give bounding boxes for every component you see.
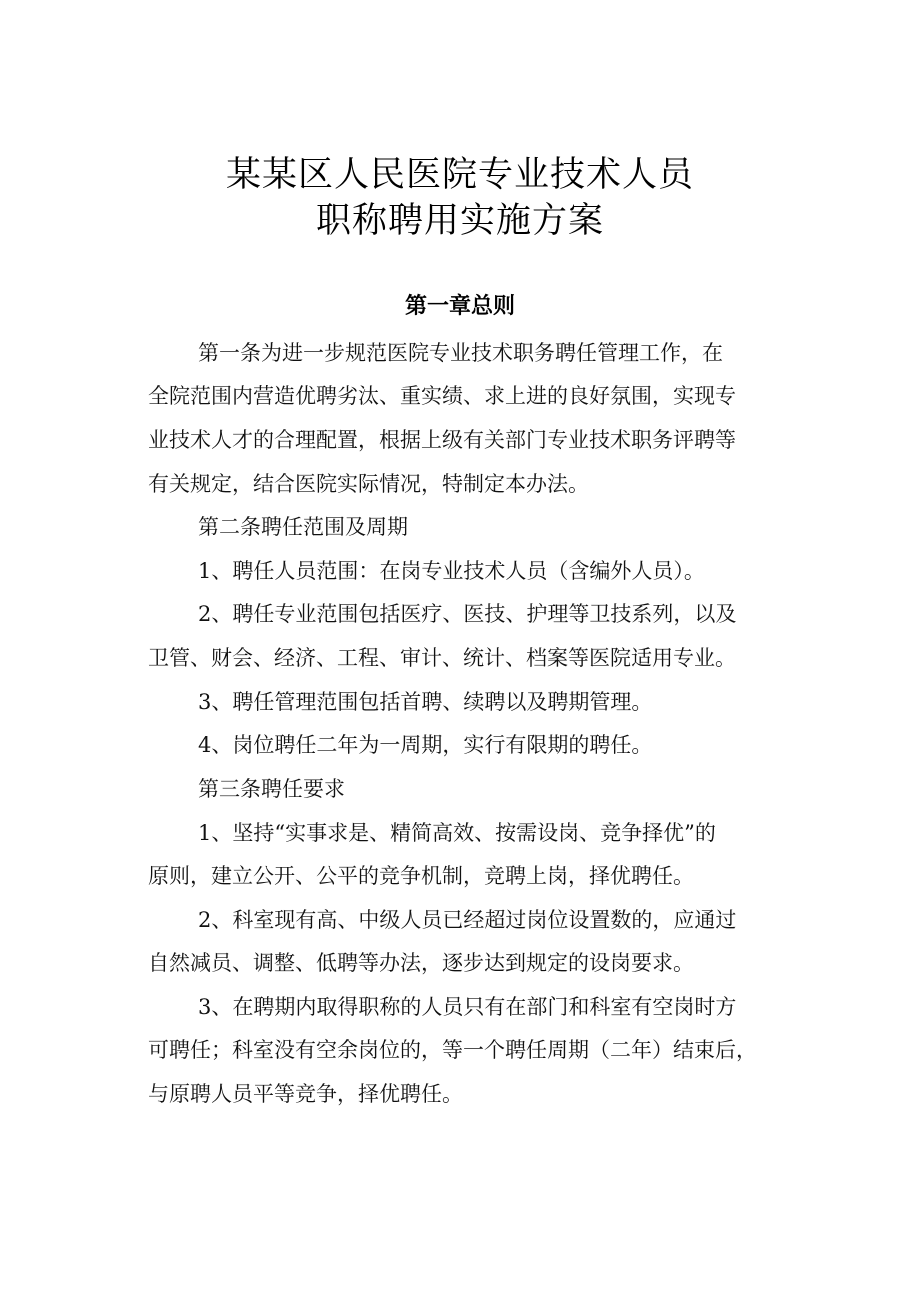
article-2-item-1: 1、聘任人员范围：在岗专业技术人员（含编外人员）。 xyxy=(198,559,705,583)
article-2-item-4: 4、岗位聘任二年为一周期，实行有限期的聘任。 xyxy=(198,733,653,757)
document-title-line-1: 某某区人民医院专业技术人员 xyxy=(225,155,694,195)
chapter-heading: 第一章总则 xyxy=(404,294,515,319)
article-1-line-1: 第一条为进一步规范医院专业技术职务聘任管理工作，在 xyxy=(198,341,723,365)
article-2-item-2-line-1: 2、聘任专业范围包括医疗、医技、护理等卫技系列，以及 xyxy=(198,602,737,626)
document-title-line-2: 职称聘用实施方案 xyxy=(315,201,604,241)
article-2-item-2-line-2: 卫管、财会、经济、工程、审计、统计、档案等医院适用专业。 xyxy=(148,646,736,670)
article-3-heading: 第三条聘任要求 xyxy=(198,777,345,801)
article-1-line-2: 全院范围内营造优聘劣汰、重实绩、求上进的良好氛围，实现专 xyxy=(148,384,736,408)
article-1-line-4: 有关规定，结合医院实际情况，特制定本办法。 xyxy=(148,472,589,496)
article-3-item-2-line-2: 自然减员、调整、低聘等办法，逐步达到规定的设岗要求。 xyxy=(148,951,694,975)
article-3-item-2-line-1: 2、科室现有高、中级人员已经超过岗位设置数的，应通过 xyxy=(198,908,737,932)
article-3-item-3-line-1: 3、在聘期内取得职称的人员只有在部门和科室有空岗时方 xyxy=(198,995,737,1019)
article-1-line-3: 业技术人才的合理配置，根据上级有关部门专业技术职务评聘等 xyxy=(148,428,736,452)
article-2-item-3: 3、聘任管理范围包括首聘、续聘以及聘期管理。 xyxy=(198,690,653,714)
article-2-heading: 第二条聘任范围及周期 xyxy=(198,515,408,539)
article-3-item-3-line-2: 可聘任；科室没有空余岗位的，等一个聘任周期（二年）结束后， xyxy=(148,1038,757,1062)
article-3-item-1-line-1: 1、坚持“实事求是、精简高效、按需设岗、竞争择优”的 xyxy=(198,821,716,845)
article-3-item-3-line-3: 与原聘人员平等竞争，择优聘任。 xyxy=(148,1082,463,1106)
article-3-item-1-line-2: 原则，建立公开、公平的竞争机制，竞聘上岗，择优聘任。 xyxy=(148,864,694,888)
